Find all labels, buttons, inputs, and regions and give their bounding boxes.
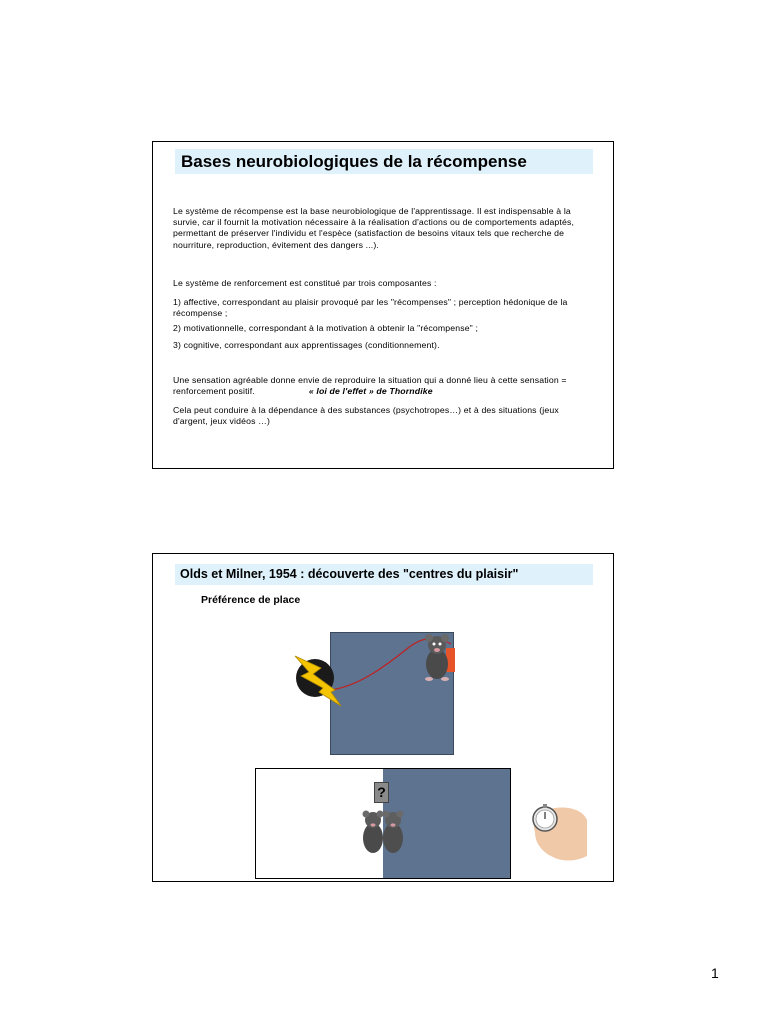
question-mark-badge: ? (374, 782, 389, 803)
slide-1-title-bar (175, 149, 593, 174)
law-of-effect-label: « loi de l'effet » de Thorndike (308, 386, 433, 397)
rats-pair-icon (359, 806, 407, 858)
stopwatch-hand-icon (525, 792, 591, 866)
paragraph-components-intro: Le système de renforcement est constitué par trois composantes : (173, 278, 437, 288)
page-number: 1 (711, 965, 719, 981)
paragraph-positive-reinforcement: Une sensation agréable donne envie de reproduire la situation qui a donné lieu à cette sensation = renforcement positif. « loi de l'effet » de Thorndike (173, 375, 567, 397)
paragraph-dependence: Cela peut conduire à la dépendance à des substances (psychotropes…) et à des situations (jeux d'argent, jeux vidéos …) (173, 405, 559, 427)
paragraph-component-motivational: 2) motivationnelle, correspondant à la motivation à obtenir la "récompense" ; (173, 323, 479, 333)
slide-2-subtitle: Préférence de place (201, 594, 301, 606)
electric-shock-icon (291, 650, 343, 708)
slide-2-title: Olds et Milner, 1954 : découverte des "centres du plaisir" (180, 567, 519, 581)
slide-1 (152, 141, 614, 469)
paragraph-component-cognitive: 3) cognitive, correspondant aux apprentissages (conditionnement). (173, 340, 440, 350)
paragraph-component-affective: 1) affective, correspondant au plaisir provoqué par les "récompenses" ; perception hédonique de la récompense ; (173, 297, 568, 319)
slide-2-title-bar (175, 564, 593, 585)
paragraph-reward-system: Le système de récompense est la base neurobiologique de l'apprentissage. Il est indispensable à la survie, car il fournit la motivation nécessaire à la réalisation d'actions ou de comportements adaptés, permettant de préserver l'individu et l'espèce (satisfaction de besoins vitaux tels que recherche de nourriture, reproduction, évitement des dangers ...). (173, 206, 575, 250)
slide-1-title: Bases neurobiologiques de la récompense (181, 152, 527, 171)
slide-2 (152, 553, 614, 882)
rat-icon (421, 632, 453, 684)
